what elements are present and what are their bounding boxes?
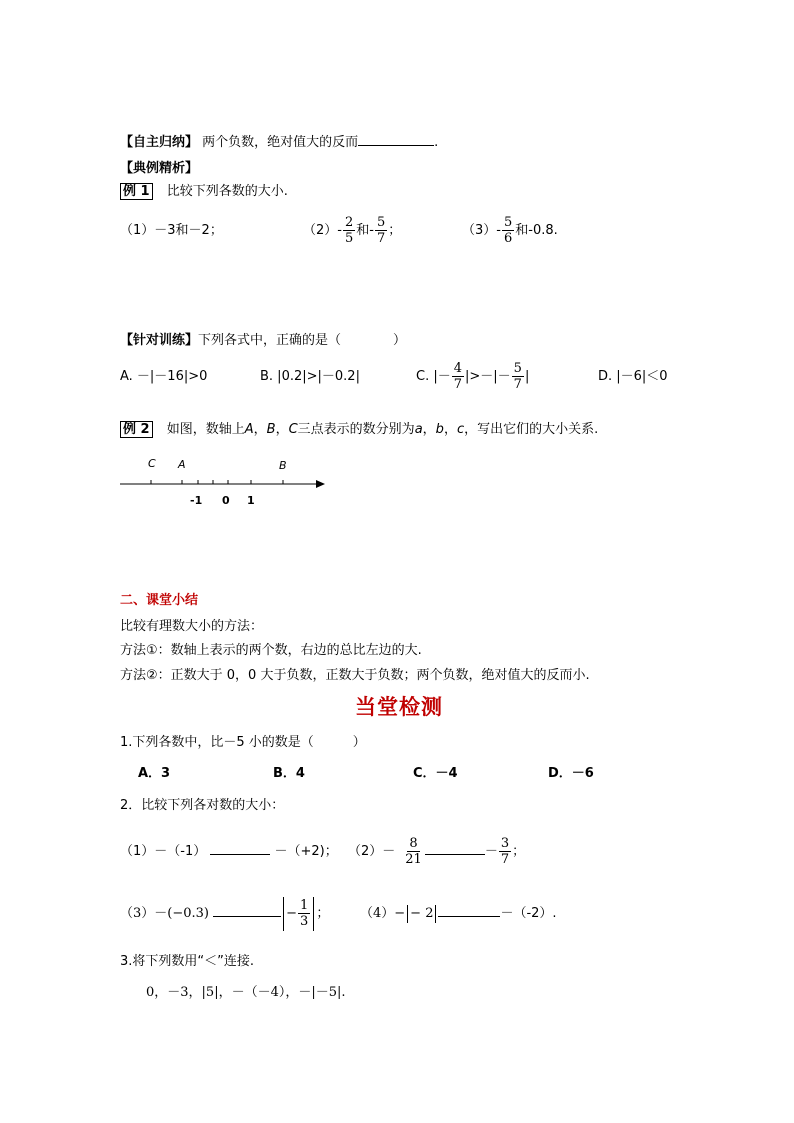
q2-1-left: （1）－（-1）	[120, 844, 207, 859]
summary-label: 【自主归纳】	[120, 135, 199, 150]
example2-text-mid: 三点表示的数分别为	[297, 422, 415, 437]
example2-text-end: ，写出它们的大小关系.	[464, 422, 599, 437]
q2-4-blank[interactable]	[438, 916, 500, 917]
example2-var-b: b	[435, 422, 444, 437]
axis-tick-label-0: 0	[222, 494, 230, 507]
p2-end: ；	[388, 223, 402, 238]
summary-end: .	[434, 135, 439, 150]
training-text: 下列各式中，正确的是（ ）	[198, 333, 407, 348]
fraction-5-7: $\frac{5}{7}$	[376, 215, 386, 246]
fraction-3-7: $\frac{3}{7}$	[500, 836, 510, 867]
q2-4-left: （4）−	[360, 906, 406, 921]
training-line	[120, 332, 406, 350]
q2-3-left: （3）－(−0.3)	[120, 906, 209, 921]
q2-1-right: －（+2)；	[274, 844, 338, 859]
q2-1-blank[interactable]	[210, 854, 270, 855]
fraction-2-5: $\frac{2}{5}$	[344, 215, 354, 246]
test-q2-part4	[360, 904, 557, 924]
fraction-5-6: $\frac{5}{6}$	[503, 215, 513, 246]
test-q3-items: 0，－3，|5|，－（－4），－|－5|.	[146, 985, 346, 1000]
c-mid: |>－|－	[465, 369, 511, 384]
example1-part2	[303, 212, 401, 250]
example1-line	[120, 183, 288, 201]
p2-mid: 和-	[356, 223, 374, 238]
example1-part1: （1）－3和－2；	[120, 223, 223, 238]
summary-line	[120, 134, 438, 152]
class-summary-line1: 比较有理数大小的方法：	[120, 619, 264, 634]
abs-bar-right	[313, 897, 314, 931]
fraction-8-21: $\frac{8}{21}$	[405, 836, 422, 867]
class-summary-heading: 二、课堂小结	[120, 593, 199, 608]
example2-point-c: C	[288, 422, 298, 437]
summary-blank[interactable]	[358, 145, 434, 146]
test-q1-option-d[interactable]: D．－6	[548, 766, 594, 781]
abs-bar-small-right	[435, 905, 436, 923]
training-option-b[interactable]: B. |0.2|>|－0.2|	[260, 369, 360, 384]
q2-3-blank[interactable]	[213, 916, 281, 917]
test-q2-part2	[348, 832, 525, 872]
examples-heading: 【典例精析】	[120, 161, 199, 176]
test-q1: 1.下列各数中，比－5 小的数是（ ）	[120, 735, 366, 750]
fraction-1-3: $\frac{1}{3}$	[300, 898, 309, 929]
abs-bar-left	[283, 897, 284, 931]
p3-end: 和-0.8.	[515, 223, 558, 238]
p2-prefix: （2）-	[303, 223, 342, 238]
training-option-a[interactable]: A. －|－16|>0	[120, 369, 208, 384]
p3-prefix: （3）-	[462, 223, 501, 238]
axis-label-b: B	[279, 459, 287, 472]
q2-3-minus: −	[286, 906, 298, 921]
class-summary-line2: 方法①：数轴上表示的两个数，右边的总比左边的大.	[120, 643, 422, 658]
q2-4-inner: − 2	[410, 906, 434, 921]
test-q1-option-c[interactable]: C．－4	[413, 766, 458, 781]
c-prefix: C. |－	[416, 369, 451, 384]
q2-2-label: （2）－	[348, 844, 396, 859]
example2-tag: 例 2	[120, 421, 153, 438]
axis-tick-label-neg1: -1	[190, 494, 203, 507]
q2-4-right: －（-2）.	[500, 906, 557, 921]
axis-tick-label-1: 1	[247, 494, 255, 507]
number-line-diagram	[118, 452, 330, 508]
test-q2: 2．比较下列各对数的大小：	[120, 798, 285, 813]
example1-tag: 例 1	[120, 183, 153, 200]
q2-2-end: ；	[512, 844, 526, 859]
class-summary-line3: 方法②：正数大于 0，0 大于负数，正数大于负数；两个负数，绝对值大的反而小.	[120, 668, 590, 683]
number-line-arrow-icon	[316, 480, 325, 488]
test-q2-part3	[120, 894, 329, 934]
axis-label-c: C	[148, 457, 156, 470]
example2-var-c: c	[456, 422, 465, 437]
axis-label-a: A	[178, 458, 186, 471]
test-title: 当堂检测	[355, 695, 443, 719]
example1-text: 比较下列各数的大小.	[166, 184, 288, 199]
training-option-c[interactable]	[416, 358, 529, 396]
test-q1-option-b[interactable]: B．4	[273, 766, 305, 781]
example2-var-a: a	[414, 422, 423, 437]
training-option-d[interactable]: D. |－6|＜0	[598, 369, 668, 384]
q2-3-end: ；	[316, 906, 330, 921]
training-label: 【针对训练】	[120, 333, 199, 348]
test-q2-part1	[120, 843, 338, 861]
c-end: |	[524, 369, 530, 384]
summary-text: 两个负数，绝对值大的反而	[202, 135, 359, 150]
example2-text-pre: 如图，数轴上	[166, 422, 245, 437]
example2-point-b: B	[266, 422, 276, 437]
fraction-5-7-c: $\frac{5}{7}$	[513, 361, 522, 392]
fraction-4-7: $\frac{4}{7}$	[453, 361, 463, 392]
test-q3: 3.将下列数用“＜”连接.	[120, 954, 255, 969]
q2-2-blank[interactable]	[425, 854, 485, 855]
example2-line: 例 2 如图，数轴上A，B，C三点表示的数分别为a，b，c，写出它们的大小关系.	[120, 421, 598, 439]
example1-part3	[462, 212, 558, 250]
abs-bar-small-left	[407, 905, 408, 923]
test-q1-option-a[interactable]: A．3	[138, 766, 171, 781]
example2-point-a: A	[244, 422, 254, 437]
q2-2-minus: －	[484, 844, 498, 859]
